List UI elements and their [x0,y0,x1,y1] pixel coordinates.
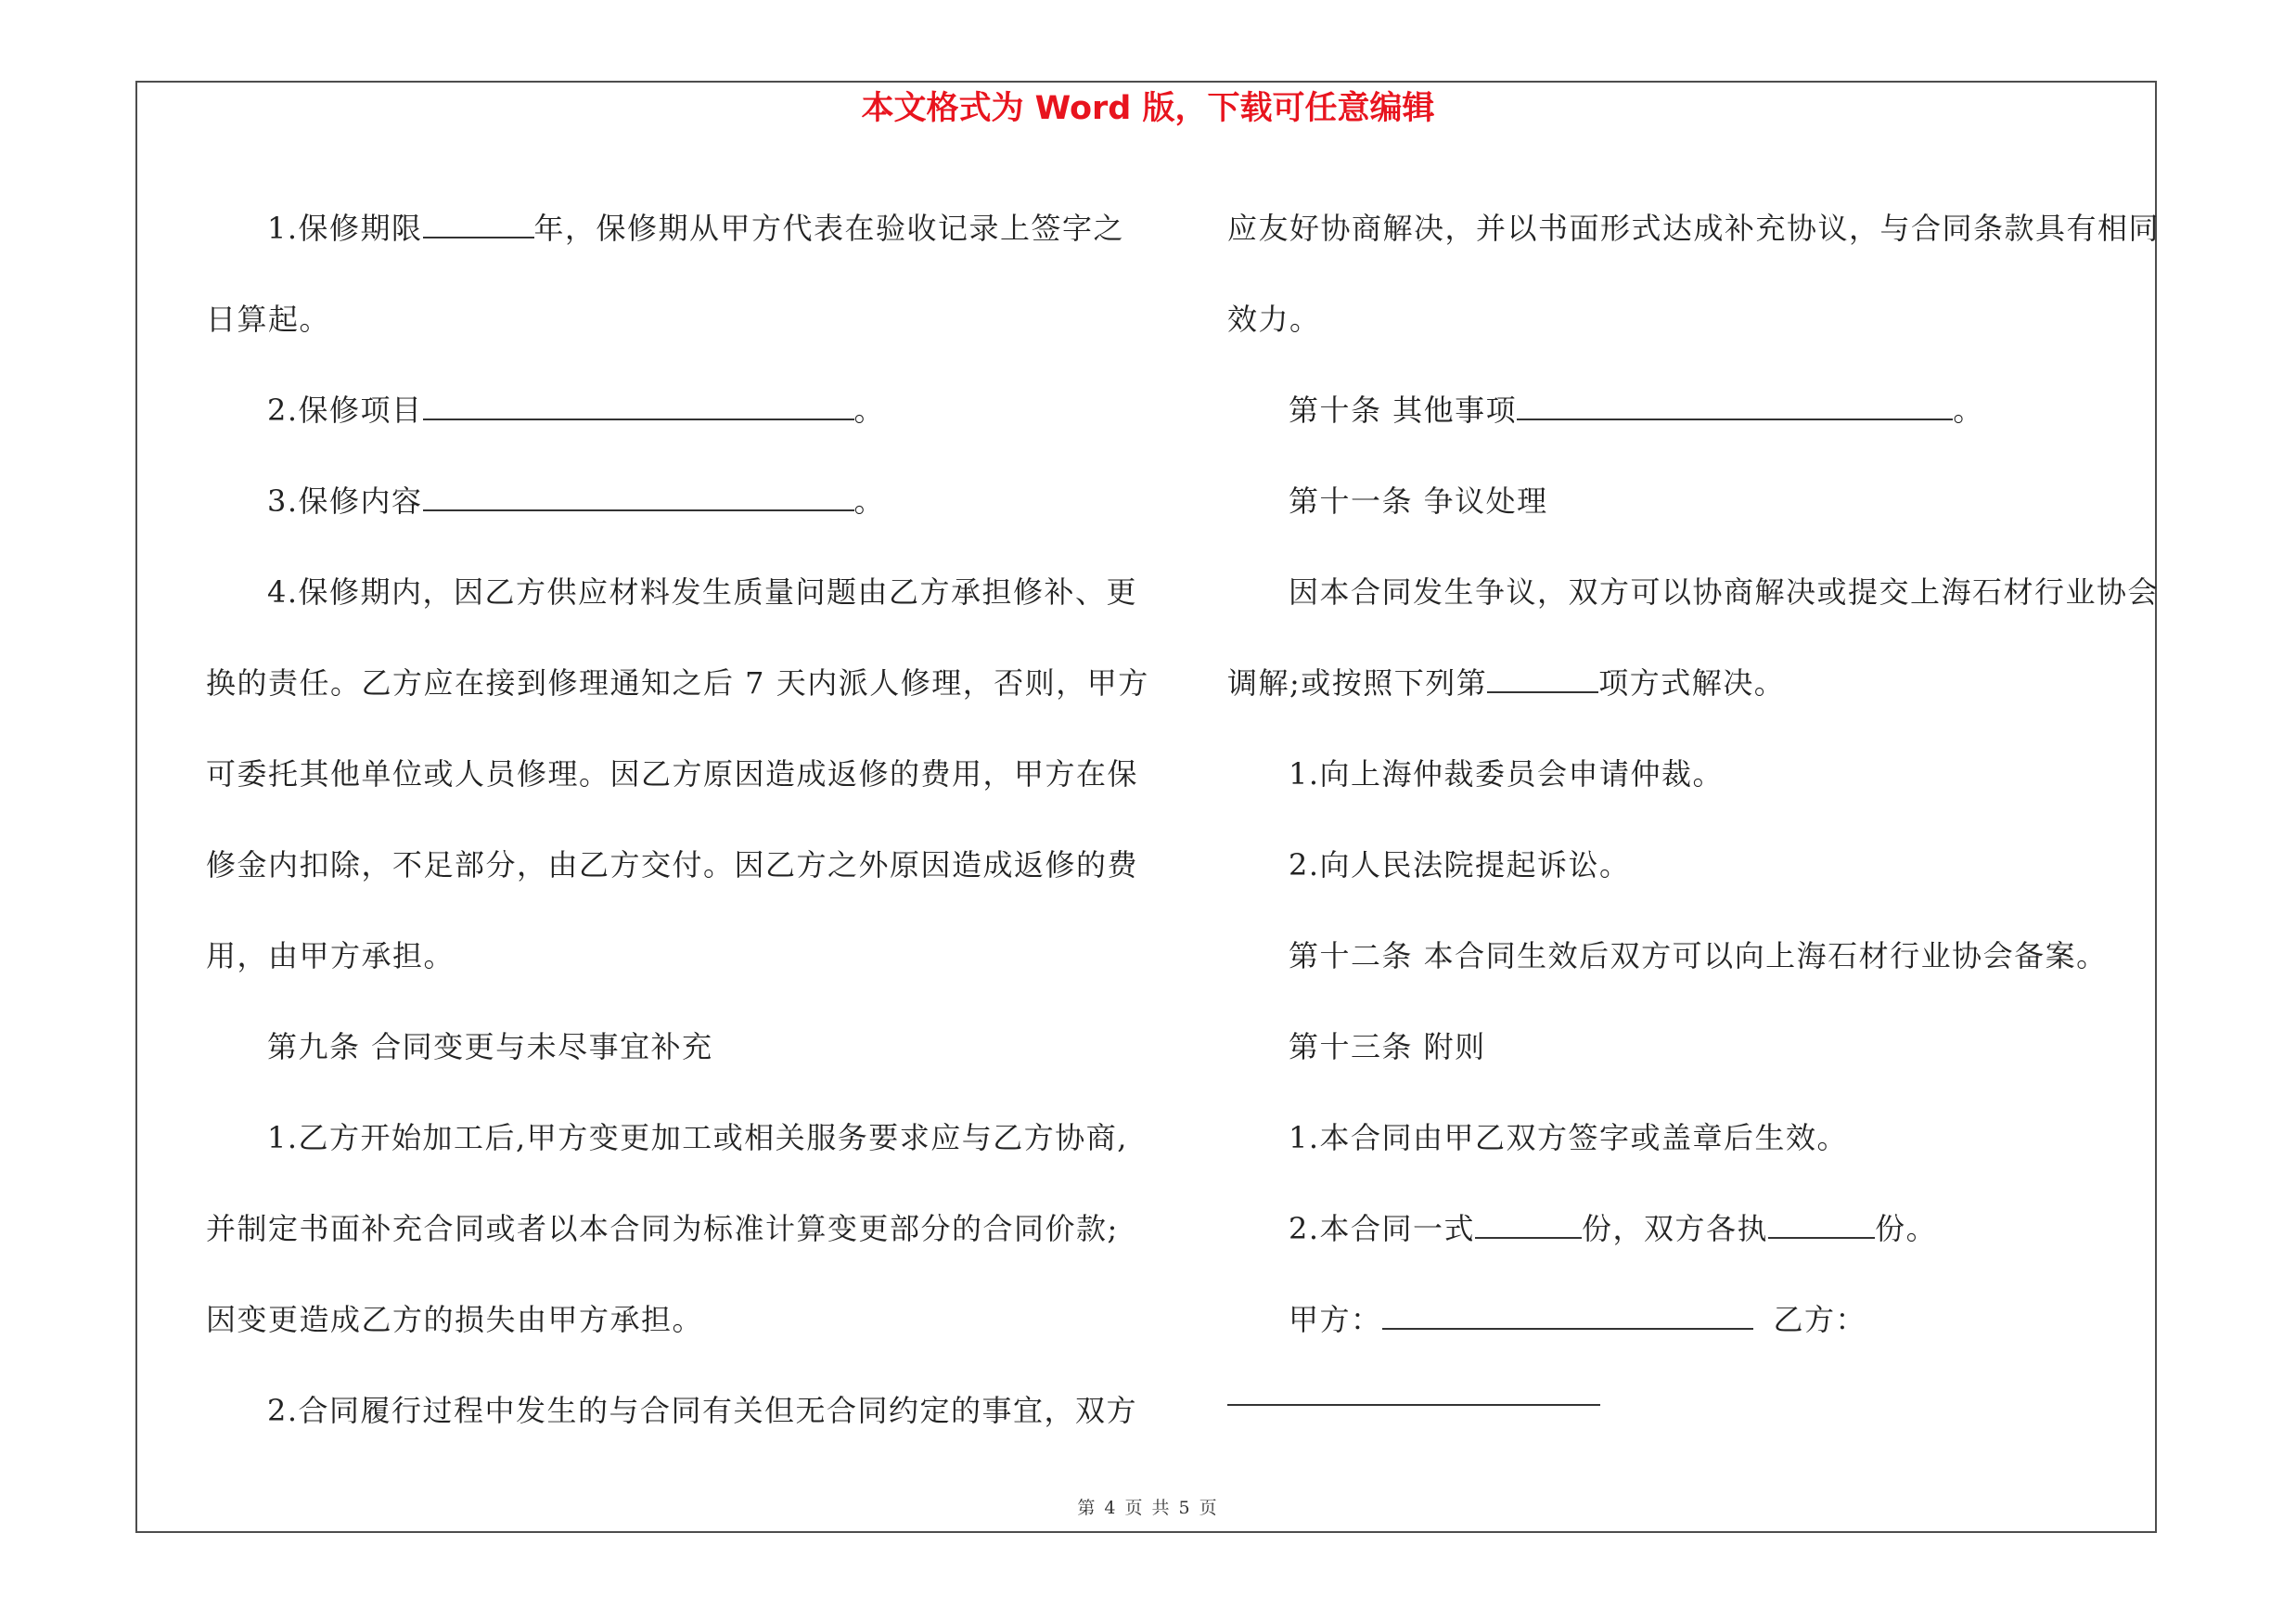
page-number-footer: 第 4 页 共 5 页 [1077,1498,1219,1518]
warranty-items-line: 2.保修项目 。 [267,393,886,428]
paragraph-line: 4.保修期内，因乙方供应材料发生质量问题由乙方承担修补、更 [267,574,1138,610]
party-a-label: 甲方： [1289,1302,1382,1337]
warranty-period-line: 1.保修期限 年，保修期从甲方代表在验收记录上签字之 [267,211,1125,246]
paragraph-line: 1.向上海仲裁委员会申请仲裁。 [1289,756,1725,792]
blank-underline [423,485,854,511]
article-11-heading: 第十一条 争议处理 [1289,483,1548,519]
blank-underline [1517,394,1953,420]
party-b-signature-blank [1227,1404,1600,1406]
blank-underline [423,213,534,238]
dispute-option-line: 调解;或按照下列第 项方式解决。 [1227,665,1786,701]
article-13-heading: 第十三条 附则 [1289,1029,1486,1064]
article-12-heading: 第十二条 本合同生效后双方可以向上海石材行业协会备案。 [1289,938,2108,973]
paragraph-line: 修金内扣除，不足部分，由乙方交付。因乙方之外原因造成返修的费 [206,847,1139,882]
right-column [1227,183,2161,1365]
paragraph-line: 2.合同履行过程中发生的与合同有关但无合同约定的事宜，双方 [267,1393,1138,1428]
article-10-heading: 第十条 其他事项 。 [1289,393,1984,428]
signature-line [1227,1274,2155,1365]
paragraph-line: 效力。 [1227,302,1321,337]
paragraph-line: 换的责任。乙方应在接到修理通知之后 7 天内派人修理，否则，甲方 [206,665,1149,701]
party-b-label: 乙方： [1773,1302,1867,1337]
copies-line: 2.本合同一式 份，双方各执 份。 [1289,1211,1938,1246]
paragraph-line: 可委托其他单位或人员修理。因乙方原因造成返修的费用，甲方在保 [206,756,1139,792]
article-9-heading: 第九条 合同变更与未尽事宜补充 [267,1029,713,1064]
format-banner: 本文格式为 Word 版，下载可任意编辑 [861,90,1435,127]
blank-underline [1768,1213,1875,1239]
blank-underline [1475,1213,1582,1239]
warranty-content-line: 3.保修内容 。 [267,483,886,519]
party-a-signature-blank [1382,1304,1753,1330]
left-column [206,183,1149,1456]
paragraph-line: 因本合同发生争议，双方可以协商解决或提交上海石材行业协会 [1289,574,2160,610]
paragraph-line: 用，由甲方承担。 [206,938,455,973]
blank-underline [423,394,854,420]
blank-underline [1487,667,1598,693]
paragraph-line: 应友好协商解决，并以书面形式达成补充协议，与合同条款具有相同 [1227,211,2161,246]
paragraph-line: 因变更造成乙方的损失由甲方承担。 [206,1302,704,1337]
paragraph-line: 2.向人民法院提起诉讼。 [1289,847,1631,882]
paragraph-line: 1.本合同由甲乙双方签字或盖章后生效。 [1289,1120,1849,1155]
paragraph-line: 日算起。 [206,302,331,337]
paragraph-line: 并制定书面补充合同或者以本合同为标准计算变更部分的合同价款; [206,1211,1119,1246]
paragraph-line: 1.乙方开始加工后,甲方变更加工或相关服务要求应与乙方协商, [267,1120,1128,1155]
